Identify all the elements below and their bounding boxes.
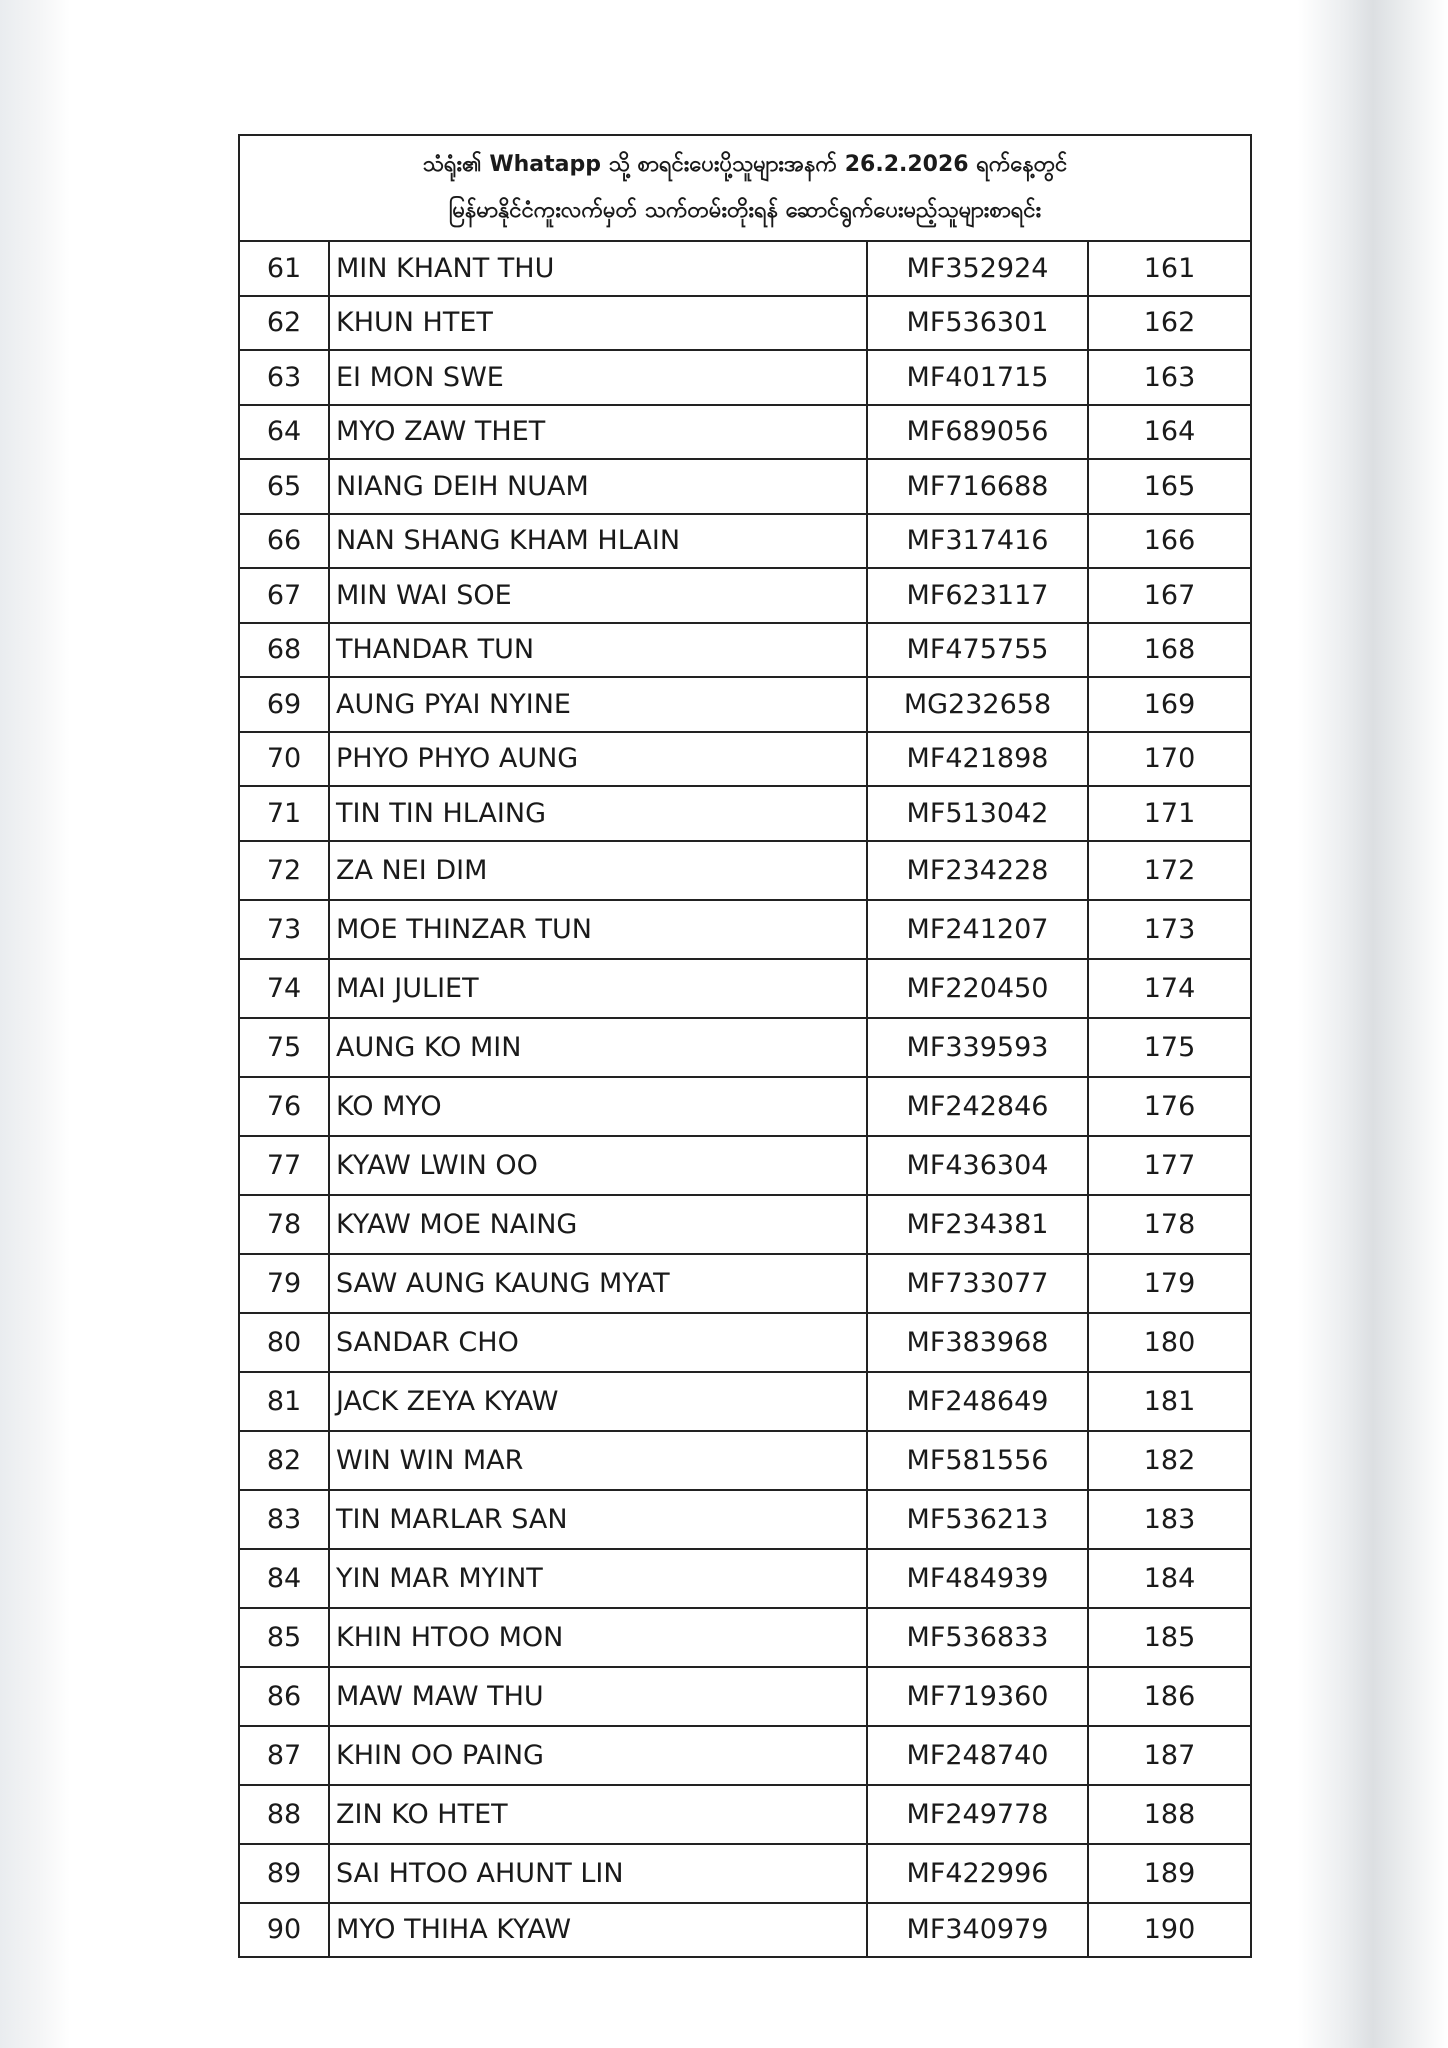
row-number: 66 bbox=[239, 514, 329, 569]
scan-edge-left bbox=[0, 0, 70, 2048]
applicant-name: KHIN OO PAING bbox=[329, 1726, 867, 1785]
applicant-name: ZA NEI DIM bbox=[329, 841, 867, 900]
sequence-number: 173 bbox=[1088, 900, 1251, 959]
sequence-number: 161 bbox=[1088, 241, 1251, 296]
row-number: 86 bbox=[239, 1667, 329, 1726]
applicant-name: MIN WAI SOE bbox=[329, 568, 867, 623]
sequence-number: 164 bbox=[1088, 405, 1251, 460]
table-row bbox=[239, 1136, 1251, 1195]
table-row bbox=[239, 405, 1251, 460]
passport-number: MF475755 bbox=[867, 623, 1088, 678]
passport-number: MF536833 bbox=[867, 1608, 1088, 1667]
row-number: 78 bbox=[239, 1195, 329, 1254]
sequence-number: 163 bbox=[1088, 350, 1251, 405]
table-row bbox=[239, 732, 1251, 787]
sequence-number: 180 bbox=[1088, 1313, 1251, 1372]
row-number: 89 bbox=[239, 1844, 329, 1903]
sequence-number: 165 bbox=[1088, 459, 1251, 514]
sequence-number: 190 bbox=[1088, 1903, 1251, 1958]
sequence-number: 187 bbox=[1088, 1726, 1251, 1785]
row-number: 62 bbox=[239, 296, 329, 351]
passport-number: MF248740 bbox=[867, 1726, 1088, 1785]
passport-renewal-table bbox=[238, 240, 1252, 1958]
document-page bbox=[238, 134, 1252, 1958]
passport-number: MF421898 bbox=[867, 732, 1088, 787]
row-number: 72 bbox=[239, 841, 329, 900]
row-number: 90 bbox=[239, 1903, 329, 1958]
applicant-name: NAN SHANG KHAM HLAIN bbox=[329, 514, 867, 569]
table-row bbox=[239, 1195, 1251, 1254]
sequence-number: 170 bbox=[1088, 732, 1251, 787]
table-row bbox=[239, 1667, 1251, 1726]
sequence-number: 166 bbox=[1088, 514, 1251, 569]
applicant-name: MYO ZAW THET bbox=[329, 405, 867, 460]
table-row bbox=[239, 1844, 1251, 1903]
applicant-name: MAW MAW THU bbox=[329, 1667, 867, 1726]
passport-number: MF248649 bbox=[867, 1372, 1088, 1431]
row-number: 73 bbox=[239, 900, 329, 959]
sequence-number: 183 bbox=[1088, 1490, 1251, 1549]
row-number: 80 bbox=[239, 1313, 329, 1372]
passport-number: MF234381 bbox=[867, 1195, 1088, 1254]
sequence-number: 182 bbox=[1088, 1431, 1251, 1490]
row-number: 84 bbox=[239, 1549, 329, 1608]
table-row bbox=[239, 514, 1251, 569]
applicant-name: KHIN HTOO MON bbox=[329, 1608, 867, 1667]
scan-edge-right bbox=[1298, 0, 1448, 2048]
row-number: 87 bbox=[239, 1726, 329, 1785]
table-row bbox=[239, 1490, 1251, 1549]
applicant-name: SAW AUNG KAUNG MYAT bbox=[329, 1254, 867, 1313]
passport-number: MF339593 bbox=[867, 1018, 1088, 1077]
applicant-name: SANDAR CHO bbox=[329, 1313, 867, 1372]
applicant-name: MOE THINZAR TUN bbox=[329, 900, 867, 959]
header-line-1: သံရုံး၏ Whatapp သို့ စာရင်းပေးပို့သူများအနက် 26.2.2026 ရက်နေ့တွင် bbox=[422, 152, 1068, 177]
sequence-number: 179 bbox=[1088, 1254, 1251, 1313]
table-row bbox=[239, 959, 1251, 1018]
passport-number: MF241207 bbox=[867, 900, 1088, 959]
applicant-name: MAI JULIET bbox=[329, 959, 867, 1018]
table-row bbox=[239, 677, 1251, 732]
table-row bbox=[239, 350, 1251, 405]
row-number: 77 bbox=[239, 1136, 329, 1195]
row-number: 85 bbox=[239, 1608, 329, 1667]
passport-number: MF513042 bbox=[867, 786, 1088, 841]
table-row bbox=[239, 623, 1251, 678]
sequence-number: 184 bbox=[1088, 1549, 1251, 1608]
sequence-number: 162 bbox=[1088, 296, 1251, 351]
row-number: 81 bbox=[239, 1372, 329, 1431]
sequence-number: 172 bbox=[1088, 841, 1251, 900]
applicant-name: KO MYO bbox=[329, 1077, 867, 1136]
sequence-number: 167 bbox=[1088, 568, 1251, 623]
table-row bbox=[239, 1785, 1251, 1844]
row-number: 71 bbox=[239, 786, 329, 841]
table-row bbox=[239, 1077, 1251, 1136]
row-number: 61 bbox=[239, 241, 329, 296]
applicant-name: ZIN KO HTET bbox=[329, 1785, 867, 1844]
passport-number: MF716688 bbox=[867, 459, 1088, 514]
sequence-number: 178 bbox=[1088, 1195, 1251, 1254]
applicant-name: THANDAR TUN bbox=[329, 623, 867, 678]
passport-number: MF733077 bbox=[867, 1254, 1088, 1313]
passport-number: MF623117 bbox=[867, 568, 1088, 623]
sequence-number: 186 bbox=[1088, 1667, 1251, 1726]
passport-number: MG232658 bbox=[867, 677, 1088, 732]
passport-number: MF719360 bbox=[867, 1667, 1088, 1726]
row-number: 65 bbox=[239, 459, 329, 514]
table-row bbox=[239, 1313, 1251, 1372]
row-number: 70 bbox=[239, 732, 329, 787]
row-number: 76 bbox=[239, 1077, 329, 1136]
passport-number: MF436304 bbox=[867, 1136, 1088, 1195]
row-number: 74 bbox=[239, 959, 329, 1018]
row-number: 63 bbox=[239, 350, 329, 405]
table-row bbox=[239, 1018, 1251, 1077]
table-row bbox=[239, 1372, 1251, 1431]
sequence-number: 169 bbox=[1088, 677, 1251, 732]
passport-number: MF220450 bbox=[867, 959, 1088, 1018]
table-row bbox=[239, 1608, 1251, 1667]
passport-number: MF234228 bbox=[867, 841, 1088, 900]
table-row bbox=[239, 296, 1251, 351]
passport-number: MF383968 bbox=[867, 1313, 1088, 1372]
passport-number: MF536213 bbox=[867, 1490, 1088, 1549]
applicant-name: YIN MAR MYINT bbox=[329, 1549, 867, 1608]
table-row bbox=[239, 241, 1251, 296]
applicant-name: TIN MARLAR SAN bbox=[329, 1490, 867, 1549]
sequence-number: 181 bbox=[1088, 1372, 1251, 1431]
passport-number: MF581556 bbox=[867, 1431, 1088, 1490]
applicant-name: SAI HTOO AHUNT LIN bbox=[329, 1844, 867, 1903]
row-number: 69 bbox=[239, 677, 329, 732]
sequence-number: 185 bbox=[1088, 1608, 1251, 1667]
applicant-name: KYAW MOE NAING bbox=[329, 1195, 867, 1254]
passport-number: MF242846 bbox=[867, 1077, 1088, 1136]
passport-number: MF484939 bbox=[867, 1549, 1088, 1608]
table-body bbox=[239, 241, 1251, 1957]
applicant-name: MYO THIHA KYAW bbox=[329, 1903, 867, 1958]
passport-number: MF689056 bbox=[867, 405, 1088, 460]
table-row bbox=[239, 459, 1251, 514]
applicant-name: EI MON SWE bbox=[329, 350, 867, 405]
header-line-2: မြန်မာနိုင်ငံကူးလက်မှတ် သက်တမ်းတိုးရန် ဆောင်ရွက်ပေးမည့်သူများစာရင်း bbox=[448, 198, 1042, 223]
sequence-number: 171 bbox=[1088, 786, 1251, 841]
sequence-number: 189 bbox=[1088, 1844, 1251, 1903]
table-row bbox=[239, 1726, 1251, 1785]
table-row bbox=[239, 841, 1251, 900]
applicant-name: PHYO PHYO AUNG bbox=[329, 732, 867, 787]
passport-number: MF401715 bbox=[867, 350, 1088, 405]
applicant-name: KYAW LWIN OO bbox=[329, 1136, 867, 1195]
table-row bbox=[239, 786, 1251, 841]
list-header bbox=[238, 134, 1252, 240]
row-number: 83 bbox=[239, 1490, 329, 1549]
sequence-number: 174 bbox=[1088, 959, 1251, 1018]
table-row bbox=[239, 900, 1251, 959]
applicant-name: TIN TIN HLAING bbox=[329, 786, 867, 841]
table-row bbox=[239, 568, 1251, 623]
table-row bbox=[239, 1254, 1251, 1313]
table-row bbox=[239, 1431, 1251, 1490]
sequence-number: 176 bbox=[1088, 1077, 1251, 1136]
sequence-number: 188 bbox=[1088, 1785, 1251, 1844]
row-number: 79 bbox=[239, 1254, 329, 1313]
applicant-name: AUNG KO MIN bbox=[329, 1018, 867, 1077]
row-number: 88 bbox=[239, 1785, 329, 1844]
passport-number: MF422996 bbox=[867, 1844, 1088, 1903]
row-number: 82 bbox=[239, 1431, 329, 1490]
sequence-number: 168 bbox=[1088, 623, 1251, 678]
applicant-name: MIN KHANT THU bbox=[329, 241, 867, 296]
row-number: 67 bbox=[239, 568, 329, 623]
row-number: 75 bbox=[239, 1018, 329, 1077]
applicant-name: WIN WIN MAR bbox=[329, 1431, 867, 1490]
row-number: 68 bbox=[239, 623, 329, 678]
passport-number: MF340979 bbox=[867, 1903, 1088, 1958]
passport-number: MF317416 bbox=[867, 514, 1088, 569]
sequence-number: 177 bbox=[1088, 1136, 1251, 1195]
applicant-name: JACK ZEYA KYAW bbox=[329, 1372, 867, 1431]
row-number: 64 bbox=[239, 405, 329, 460]
applicant-name: NIANG DEIH NUAM bbox=[329, 459, 867, 514]
applicant-name: KHUN HTET bbox=[329, 296, 867, 351]
passport-number: MF352924 bbox=[867, 241, 1088, 296]
passport-number: MF536301 bbox=[867, 296, 1088, 351]
table-row bbox=[239, 1549, 1251, 1608]
passport-number: MF249778 bbox=[867, 1785, 1088, 1844]
sequence-number: 175 bbox=[1088, 1018, 1251, 1077]
applicant-name: AUNG PYAI NYINE bbox=[329, 677, 867, 732]
table-row bbox=[239, 1903, 1251, 1958]
